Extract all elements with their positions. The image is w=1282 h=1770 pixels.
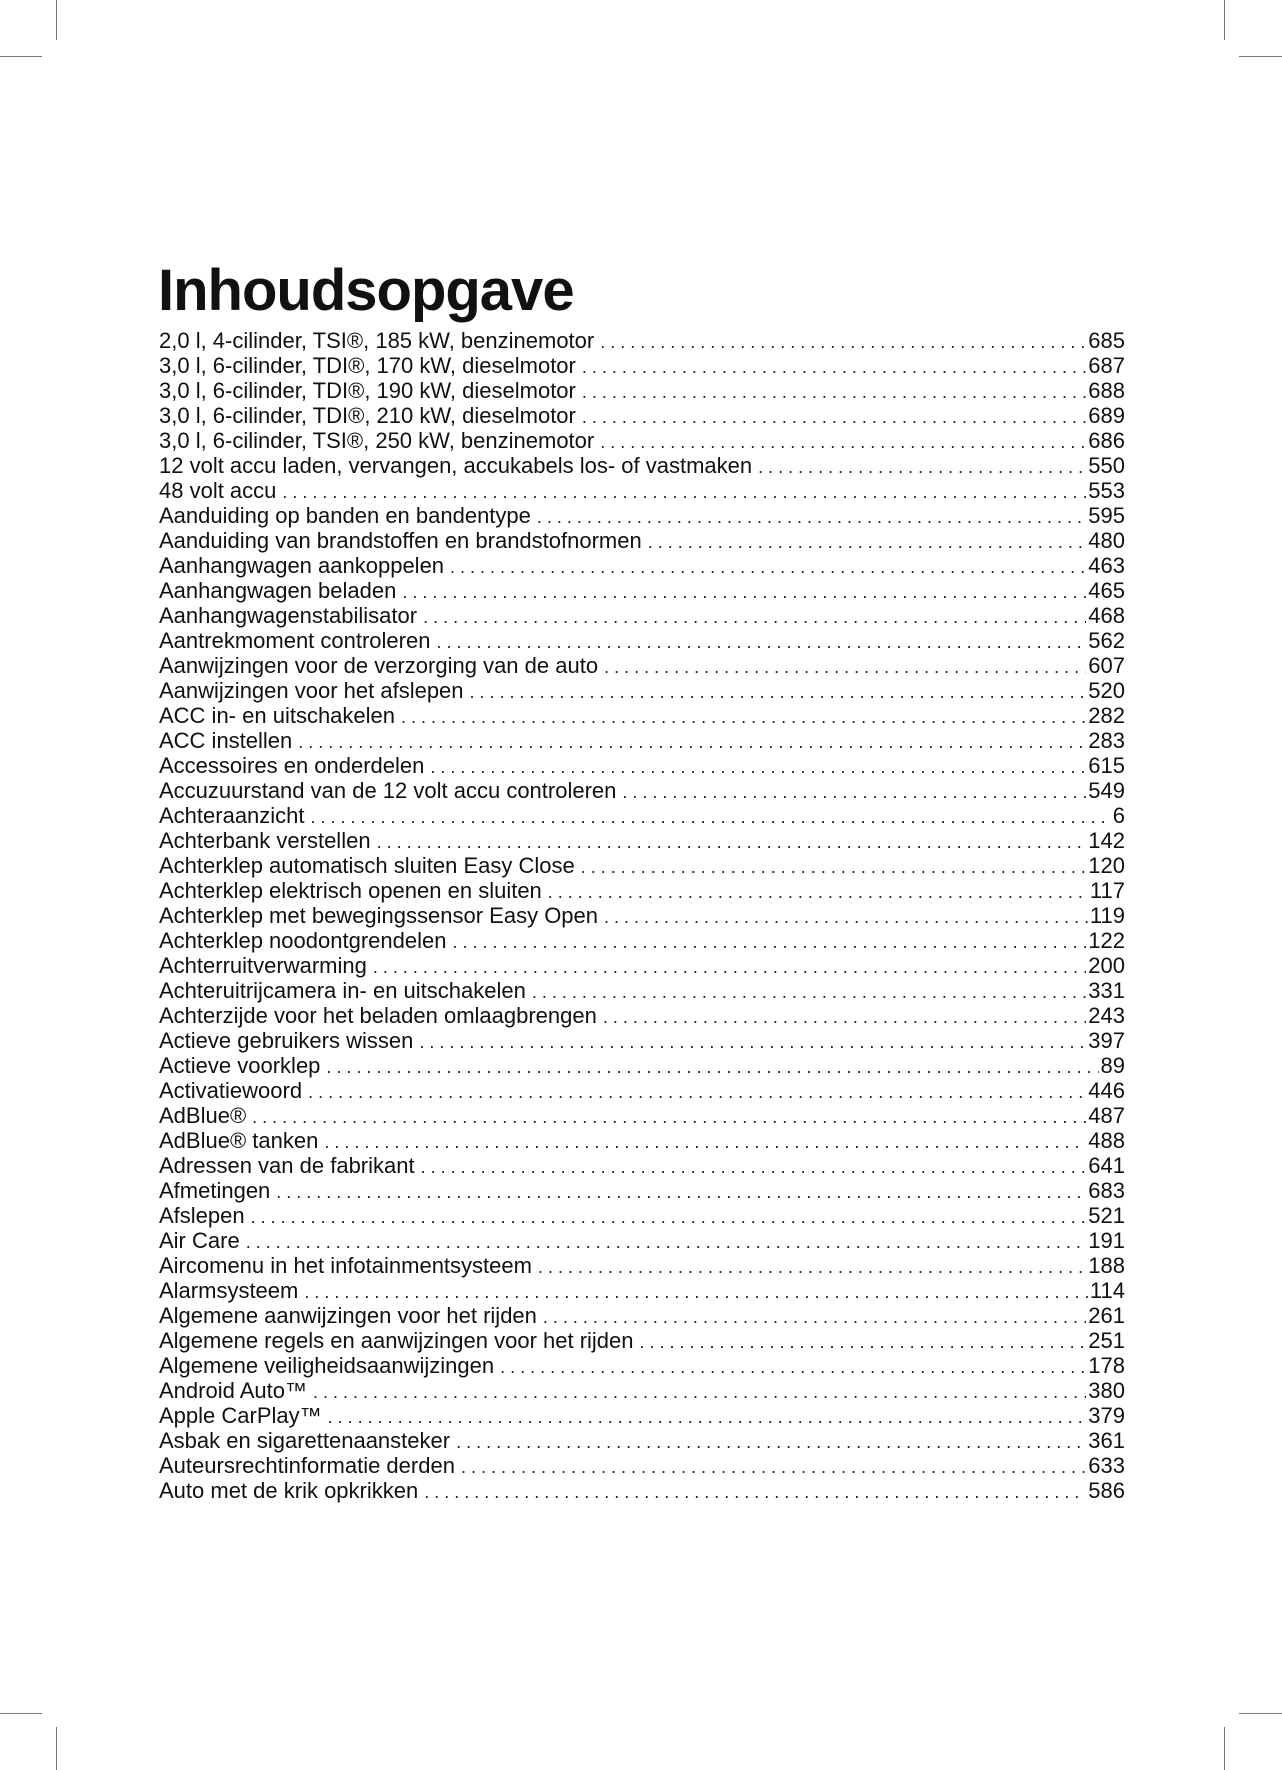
- toc-entry-label: 3,0 l, 6-cilinder, TDI®, 190 kW, dieselmotor: [159, 378, 576, 403]
- toc-entry[interactable]: [159, 453, 1125, 478]
- toc-entry[interactable]: [159, 778, 1125, 803]
- dot-leader: [419, 1030, 1086, 1055]
- toc-entry[interactable]: [159, 1478, 1125, 1503]
- toc-entry-label: Aanwijzingen voor het afslepen: [159, 678, 464, 703]
- crop-mark: [56, 1727, 57, 1770]
- toc-entry-page: 633: [1088, 1453, 1125, 1478]
- toc-entry-page: 686: [1088, 428, 1125, 453]
- toc-entry-page: 480: [1088, 528, 1125, 553]
- dot-leader: [401, 705, 1086, 730]
- dot-leader: [450, 555, 1086, 580]
- crop-mark: [1239, 1713, 1282, 1714]
- toc-entry-page: 361: [1088, 1428, 1125, 1453]
- toc-entry-page: 521: [1088, 1203, 1125, 1228]
- toc-entry-label: Algemene aanwijzingen voor het rijden: [159, 1303, 537, 1328]
- dot-leader: [421, 1155, 1087, 1180]
- toc-entry[interactable]: [159, 903, 1125, 928]
- toc-entry-page: 251: [1088, 1328, 1125, 1353]
- toc-entry-page: 586: [1088, 1478, 1125, 1503]
- dot-leader: [313, 1380, 1086, 1405]
- dot-leader: [304, 1280, 1088, 1305]
- toc-entry-page: 607: [1088, 653, 1125, 678]
- toc-entry[interactable]: [159, 1003, 1125, 1028]
- toc-entry-page: 689: [1088, 403, 1125, 428]
- toc-entry-label: Achterklep elektrisch openen en sluiten: [159, 878, 542, 903]
- dot-leader: [424, 1480, 1086, 1505]
- toc-entry-label: Actieve voorklep: [159, 1053, 321, 1078]
- toc-entry-page: 200: [1088, 953, 1125, 978]
- dot-leader: [326, 1055, 1098, 1080]
- toc-entry-label: Achterklep met bewegingssensor Easy Open: [159, 903, 599, 928]
- crop-mark: [1239, 56, 1282, 57]
- toc-entry-label: Achteraanzicht: [159, 803, 305, 828]
- toc-entry[interactable]: [159, 628, 1125, 653]
- toc-entry-label: Afslepen: [159, 1203, 245, 1228]
- toc-entry-label: AdBlue®: [159, 1103, 247, 1128]
- toc-entry-page: 122: [1088, 928, 1125, 953]
- toc-entry[interactable]: [159, 1178, 1125, 1203]
- toc-entry-page: 397: [1088, 1028, 1125, 1053]
- dot-leader: [758, 455, 1086, 480]
- toc-entry-page: 687: [1088, 353, 1125, 378]
- toc-entry-label: Actieve gebruikers wissen: [159, 1028, 414, 1053]
- toc-entry[interactable]: [159, 1028, 1125, 1053]
- toc-entry[interactable]: [159, 928, 1125, 953]
- toc-entry-label: AdBlue® tanken: [159, 1128, 319, 1153]
- dot-leader: [456, 1430, 1086, 1455]
- dot-leader: [276, 1180, 1086, 1205]
- toc-entry-page: 465: [1088, 578, 1125, 603]
- toc-entry-label: Algemene veiligheidsaanwijzingen: [159, 1353, 495, 1378]
- toc-entry-page: 119: [1089, 903, 1125, 928]
- crop-mark: [0, 1713, 42, 1714]
- dot-leader: [532, 980, 1086, 1005]
- dot-leader: [582, 355, 1086, 380]
- toc-entry-page: 615: [1088, 753, 1125, 778]
- toc-entry-label: Activatiewoord: [159, 1078, 303, 1103]
- dot-leader: [622, 780, 1086, 805]
- toc-entry-label: 3,0 l, 6-cilinder, TSI®, 250 kW, benzinemotor: [159, 428, 595, 453]
- toc-entry-label: 48 volt accu: [159, 478, 277, 503]
- toc-entry[interactable]: [159, 853, 1125, 878]
- dot-leader: [582, 380, 1086, 405]
- toc-entry-label: Apple CarPlay™: [159, 1403, 322, 1428]
- toc-entry-page: 142: [1088, 828, 1125, 853]
- dot-leader: [423, 605, 1086, 630]
- toc-entry-label: 3,0 l, 6-cilinder, TDI®, 210 kW, dieselmotor: [159, 403, 576, 428]
- toc-entry-page: 331: [1088, 978, 1125, 1003]
- toc-entry-label: Algemene regels en aanwijzingen voor het rijden: [159, 1328, 634, 1353]
- toc-entry-label: ACC instellen: [159, 728, 293, 753]
- toc-entry[interactable]: [159, 1353, 1125, 1378]
- toc-entry[interactable]: [159, 1228, 1125, 1253]
- toc-entry[interactable]: [159, 1403, 1125, 1428]
- toc-entry-page: 549: [1088, 778, 1125, 803]
- toc-entry-page: 685: [1088, 328, 1125, 353]
- crop-mark: [1224, 0, 1225, 40]
- toc-entry[interactable]: [159, 503, 1125, 528]
- dot-leader: [603, 1005, 1086, 1030]
- crop-mark: [1224, 1727, 1225, 1770]
- toc-entry[interactable]: [159, 753, 1125, 778]
- dot-leader: [648, 530, 1087, 555]
- toc-entry-page: 89: [1100, 1053, 1125, 1078]
- toc-entry[interactable]: [159, 1128, 1125, 1153]
- toc-entry[interactable]: [159, 1453, 1125, 1478]
- toc-entry[interactable]: [159, 703, 1125, 728]
- dot-leader: [377, 830, 1087, 855]
- dot-leader: [538, 1255, 1086, 1280]
- toc-entry-page: 178: [1088, 1353, 1125, 1378]
- toc-entry[interactable]: [159, 353, 1125, 378]
- toc-entry[interactable]: [159, 403, 1125, 428]
- toc-entry[interactable]: [159, 678, 1125, 703]
- dot-leader: [430, 755, 1086, 780]
- toc-entry-label: Aanhangwagen beladen: [159, 578, 397, 603]
- dot-leader: [324, 1130, 1086, 1155]
- dot-leader: [640, 1330, 1087, 1355]
- dot-leader: [452, 930, 1086, 955]
- toc-entry[interactable]: [159, 1303, 1125, 1328]
- dot-leader: [470, 680, 1087, 705]
- toc-entry-page: 553: [1088, 478, 1125, 503]
- dot-leader: [543, 1305, 1086, 1330]
- toc-entry-page: 446: [1088, 1078, 1125, 1103]
- dot-leader: [282, 480, 1086, 505]
- toc-entry[interactable]: [159, 803, 1125, 828]
- toc-entry-page: 520: [1088, 678, 1125, 703]
- toc-entry-page: 191: [1088, 1228, 1125, 1253]
- dot-leader: [604, 655, 1086, 680]
- toc-entry-page: 120: [1088, 853, 1125, 878]
- toc-entry[interactable]: [159, 578, 1125, 603]
- toc-entry-label: Aanhangwagenstabilisator: [159, 603, 418, 628]
- toc-entry[interactable]: [159, 328, 1125, 353]
- toc-entry[interactable]: [159, 978, 1125, 1003]
- dot-leader: [582, 405, 1086, 430]
- dot-leader: [537, 505, 1086, 530]
- toc-entry-label: Achterklep noodontgrendelen: [159, 928, 447, 953]
- toc-entry-label: Accuzuurstand van de 12 volt accu controleren: [159, 778, 617, 803]
- toc-entry-page: 380: [1088, 1378, 1125, 1403]
- toc-entry-page: 379: [1088, 1403, 1125, 1428]
- toc-entry[interactable]: [159, 1328, 1125, 1353]
- toc-entry-label: 12 volt accu laden, vervangen, accukabels los- of vastmaken: [159, 453, 753, 478]
- toc-entry[interactable]: [159, 1053, 1125, 1078]
- toc-entry[interactable]: [159, 1278, 1125, 1303]
- toc-entry-page: 283: [1088, 728, 1125, 753]
- crop-mark: [56, 0, 57, 40]
- toc-entry-label: Achterbank verstellen: [159, 828, 371, 853]
- toc-entry[interactable]: [159, 1103, 1125, 1128]
- toc-entry-page: 488: [1088, 1128, 1125, 1153]
- toc-entry-page: 468: [1088, 603, 1125, 628]
- toc-entry-page: 188: [1088, 1253, 1125, 1278]
- toc-entry-label: Achteruitrijcamera in- en uitschakelen: [159, 978, 526, 1003]
- crop-mark: [0, 56, 42, 57]
- toc-entry-label: Air Care: [159, 1228, 240, 1253]
- toc-entry-label: Achterruitverwarming: [159, 953, 367, 978]
- toc-entry[interactable]: [159, 653, 1125, 678]
- dot-leader: [308, 1080, 1086, 1105]
- dot-leader: [461, 1455, 1086, 1480]
- toc-entry-page: 562: [1088, 628, 1125, 653]
- toc-entry-label: Aantrekmoment controleren: [159, 628, 431, 653]
- toc-entry-page: 688: [1088, 378, 1125, 403]
- toc-entry-label: Auteursrechtinformatie derden: [159, 1453, 455, 1478]
- toc-entry[interactable]: [159, 478, 1125, 503]
- toc-entry-label: Aircomenu in het infotainmentsysteem: [159, 1253, 532, 1278]
- toc-entry-page: 463: [1088, 553, 1125, 578]
- toc-entry[interactable]: [159, 1378, 1125, 1403]
- toc-entry[interactable]: [159, 428, 1125, 453]
- dot-leader: [600, 430, 1086, 455]
- dot-leader: [581, 855, 1087, 880]
- toc-entry[interactable]: [159, 528, 1125, 553]
- toc-entry[interactable]: [159, 728, 1125, 753]
- toc-entry-page: 114: [1089, 1278, 1125, 1303]
- toc-entry[interactable]: [159, 1078, 1125, 1103]
- dot-leader: [500, 1355, 1086, 1380]
- dot-leader: [373, 955, 1086, 980]
- toc-entry[interactable]: [159, 378, 1125, 403]
- toc-entry-label: Achterklep automatisch sluiten Easy Close: [159, 853, 575, 878]
- toc-entry[interactable]: [159, 1253, 1125, 1278]
- toc-entry[interactable]: [159, 1203, 1125, 1228]
- dot-leader: [298, 730, 1086, 755]
- toc-entry-label: Alarmsysteem: [159, 1278, 299, 1303]
- toc-entry-label: 2,0 l, 4-cilinder, TSI®, 185 kW, benzinemotor: [159, 328, 595, 353]
- toc-entry[interactable]: [159, 553, 1125, 578]
- toc-entry-label: Adressen van de fabrikant: [159, 1153, 415, 1178]
- toc-entry-page: 641: [1088, 1153, 1125, 1178]
- toc-entry-page: 282: [1088, 703, 1125, 728]
- toc-entry-label: Afmetingen: [159, 1178, 271, 1203]
- toc-entry[interactable]: [159, 953, 1125, 978]
- toc-entry-label: Aanduiding van brandstoffen en brandstofnormen: [159, 528, 642, 553]
- dot-leader: [604, 905, 1088, 930]
- toc-entry[interactable]: [159, 603, 1125, 628]
- toc-entry-label: Asbak en sigarettenaansteker: [159, 1428, 451, 1453]
- toc-entry-page: 683: [1088, 1178, 1125, 1203]
- dot-leader: [548, 880, 1088, 905]
- toc-entry[interactable]: [159, 1153, 1125, 1178]
- toc-entry-label: Auto met de krik opkrikken: [159, 1478, 419, 1503]
- toc-entry-page: 243: [1088, 1003, 1125, 1028]
- toc-entry[interactable]: [159, 1428, 1125, 1453]
- toc-entry-page: 595: [1088, 503, 1125, 528]
- toc-entry-label: ACC in- en uitschakelen: [159, 703, 396, 728]
- toc-entry[interactable]: [159, 828, 1125, 853]
- toc-entry-label: Aanduiding op banden en bandentype: [159, 503, 531, 528]
- toc-entry[interactable]: [159, 878, 1125, 903]
- toc-entry-page: 117: [1089, 878, 1125, 903]
- dot-leader: [251, 1205, 1087, 1230]
- toc-entry-page: 6: [1112, 803, 1125, 828]
- toc-entry-label: 3,0 l, 6-cilinder, TDI®, 170 kW, dieselmotor: [159, 353, 576, 378]
- toc-entry-label: Aanhangwagen aankoppelen: [159, 553, 445, 578]
- dot-leader: [600, 330, 1086, 355]
- toc-entry-label: Accessoires en onderdelen: [159, 753, 425, 778]
- table-of-contents: [159, 328, 1125, 1503]
- toc-entry-page: 487: [1088, 1103, 1125, 1128]
- dot-leader: [436, 630, 1086, 655]
- dot-leader: [252, 1105, 1086, 1130]
- dot-leader: [402, 580, 1086, 605]
- toc-entry-page: 261: [1088, 1303, 1125, 1328]
- toc-entry-label: Aanwijzingen voor de verzorging van de auto: [159, 653, 599, 678]
- toc-entry-page: 550: [1088, 453, 1125, 478]
- page-title: Inhoudsopgave: [158, 258, 574, 323]
- dot-leader: [311, 805, 1111, 830]
- dot-leader: [328, 1405, 1087, 1430]
- toc-entry-label: Achterzijde voor het beladen omlaagbrengen: [159, 1003, 597, 1028]
- toc-entry-label: Android Auto™: [159, 1378, 307, 1403]
- dot-leader: [246, 1230, 1087, 1255]
